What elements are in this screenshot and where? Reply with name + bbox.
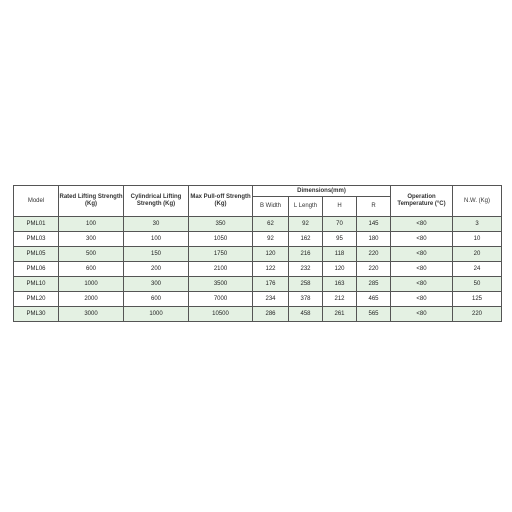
cell-l: 162	[289, 232, 323, 247]
cell-pull-off: 2100	[189, 262, 253, 277]
cell-temp: <80	[391, 247, 453, 262]
cell-r: 220	[357, 262, 391, 277]
cell-pull-off: 3500	[189, 277, 253, 292]
cell-l: 216	[289, 247, 323, 262]
table-row	[14, 232, 502, 247]
cell-b: 92	[253, 232, 289, 247]
cell-b: 122	[253, 262, 289, 277]
cell-h: 212	[323, 292, 357, 307]
header-dimensions: Dimensions(mm)	[253, 186, 391, 197]
cell-cylindrical: 200	[124, 262, 189, 277]
cell-pull-off: 10500	[189, 307, 253, 322]
cell-nw: 20	[453, 247, 502, 262]
header-operation-temperature: Operation Temperature (°C)	[391, 186, 453, 217]
cell-h: 261	[323, 307, 357, 322]
cell-h: 70	[323, 217, 357, 232]
cell-l: 232	[289, 262, 323, 277]
cell-cylindrical: 30	[124, 217, 189, 232]
cell-model: PML30	[14, 307, 59, 322]
cell-temp: <80	[391, 262, 453, 277]
cell-l: 458	[289, 307, 323, 322]
cell-model: PML20	[14, 292, 59, 307]
table-row	[14, 247, 502, 262]
cell-l: 258	[289, 277, 323, 292]
cell-b: 234	[253, 292, 289, 307]
cell-model: PML05	[14, 247, 59, 262]
cell-nw: 125	[453, 292, 502, 307]
cell-b: 176	[253, 277, 289, 292]
cell-temp: <80	[391, 217, 453, 232]
cell-h: 95	[323, 232, 357, 247]
cell-r: 285	[357, 277, 391, 292]
cell-h: 118	[323, 247, 357, 262]
cell-pull-off: 7000	[189, 292, 253, 307]
cell-h: 120	[323, 262, 357, 277]
header-b-width: B Width	[253, 197, 289, 217]
cell-pull-off: 350	[189, 217, 253, 232]
cell-cylindrical: 150	[124, 247, 189, 262]
spec-table-container	[13, 185, 501, 322]
cell-pull-off: 1050	[189, 232, 253, 247]
cell-rated: 3000	[59, 307, 124, 322]
cell-b: 62	[253, 217, 289, 232]
cell-b: 286	[253, 307, 289, 322]
cell-nw: 3	[453, 217, 502, 232]
cell-nw: 50	[453, 277, 502, 292]
cell-l: 378	[289, 292, 323, 307]
table-header	[14, 186, 502, 217]
table-body	[14, 217, 502, 322]
header-max-pull-off: Max Pull-off Strength (Kg)	[189, 186, 253, 217]
cell-cylindrical: 100	[124, 232, 189, 247]
cell-rated: 600	[59, 262, 124, 277]
cell-nw: 220	[453, 307, 502, 322]
header-rated-lifting: Rated Lifting Strength (Kg)	[59, 186, 124, 217]
table-row	[14, 307, 502, 322]
cell-cylindrical: 1000	[124, 307, 189, 322]
cell-pull-off: 1750	[189, 247, 253, 262]
table-row	[14, 277, 502, 292]
header-cylindrical-lifting: Cylindrical Lifting Strength (Kg)	[124, 186, 189, 217]
table-row	[14, 292, 502, 307]
cell-rated: 1000	[59, 277, 124, 292]
cell-temp: <80	[391, 307, 453, 322]
cell-h: 163	[323, 277, 357, 292]
cell-r: 180	[357, 232, 391, 247]
cell-rated: 500	[59, 247, 124, 262]
cell-model: PML06	[14, 262, 59, 277]
cell-model: PML10	[14, 277, 59, 292]
header-h: H	[323, 197, 357, 217]
cell-rated: 100	[59, 217, 124, 232]
header-net-weight: N.W. (Kg)	[453, 186, 502, 217]
table-row	[14, 262, 502, 277]
header-r: R	[357, 197, 391, 217]
cell-l: 92	[289, 217, 323, 232]
cell-rated: 2000	[59, 292, 124, 307]
cell-r: 565	[357, 307, 391, 322]
cell-b: 120	[253, 247, 289, 262]
cell-r: 145	[357, 217, 391, 232]
header-l-length: L Length	[289, 197, 323, 217]
cell-temp: <80	[391, 292, 453, 307]
cell-r: 220	[357, 247, 391, 262]
cell-nw: 10	[453, 232, 502, 247]
cell-temp: <80	[391, 232, 453, 247]
cell-r: 465	[357, 292, 391, 307]
table-row	[14, 217, 502, 232]
cell-model: PML01	[14, 217, 59, 232]
cell-nw: 24	[453, 262, 502, 277]
cell-cylindrical: 600	[124, 292, 189, 307]
cell-rated: 300	[59, 232, 124, 247]
cell-model: PML03	[14, 232, 59, 247]
header-model: Model	[14, 186, 59, 217]
spec-table	[13, 185, 502, 322]
cell-cylindrical: 300	[124, 277, 189, 292]
cell-temp: <80	[391, 277, 453, 292]
